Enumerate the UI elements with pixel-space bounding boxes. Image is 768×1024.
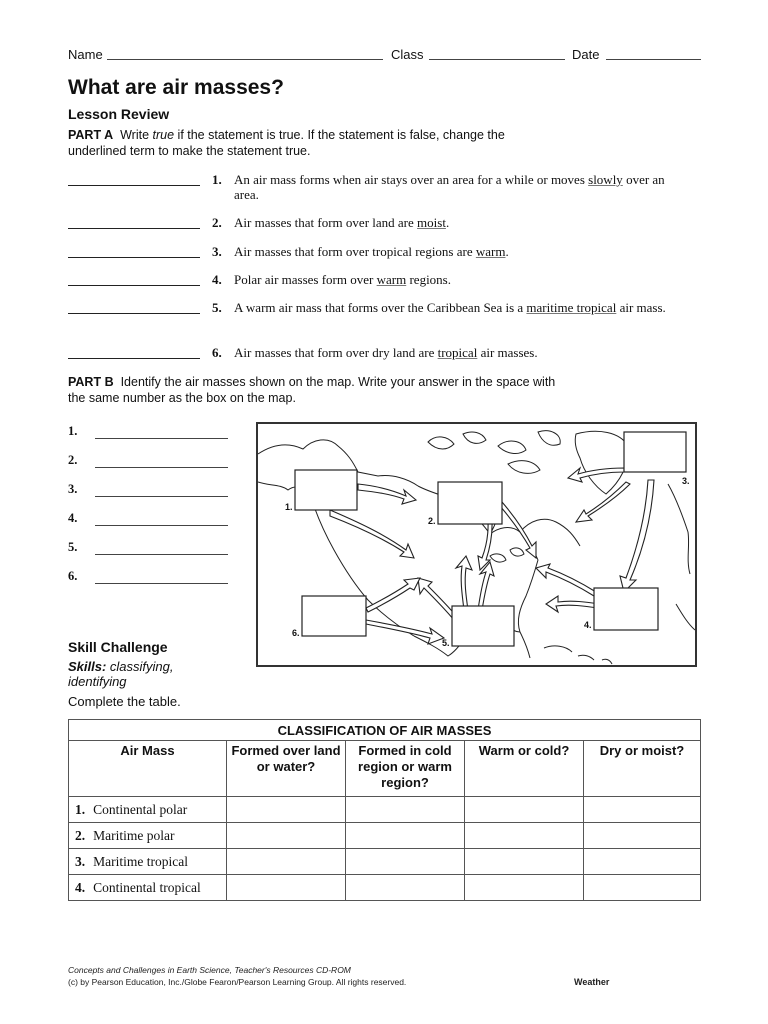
part-b-label: PART B xyxy=(68,375,114,389)
part-b-number: 6. xyxy=(68,569,78,583)
question-text-post: regions. xyxy=(406,272,451,287)
part-a-instr-italic: true xyxy=(152,128,175,142)
skills-text: classifying, identifying xyxy=(68,659,174,689)
part-b-answer-line[interactable] xyxy=(95,525,228,526)
air-mass-name: Maritime polar xyxy=(93,827,175,843)
answer-cell[interactable] xyxy=(465,849,584,875)
question-text-pre: Air masses that form over tropical regions are xyxy=(234,244,476,259)
air-mass-map xyxy=(256,422,697,667)
footer-source: Concepts and Challenges in Earth Science, Teacher's Resources CD-ROM xyxy=(68,965,351,975)
question-text xyxy=(234,300,684,315)
table-row xyxy=(69,823,701,849)
air-mass-name: Maritime tropical xyxy=(93,853,188,869)
map-label-1: 1. xyxy=(285,502,293,512)
part-b-answer-line[interactable] xyxy=(95,554,228,555)
row-number: 2. xyxy=(75,827,86,843)
underlined-term: slowly xyxy=(588,172,623,187)
page-subtitle: Lesson Review xyxy=(68,106,170,122)
page-title: What are air masses? xyxy=(68,76,284,99)
question-text xyxy=(234,215,684,230)
row-number: 4. xyxy=(75,879,86,895)
column-header: Air Mass xyxy=(69,741,227,797)
underlined-term: warm xyxy=(376,272,407,287)
answer-cell[interactable] xyxy=(227,823,346,849)
answer-line[interactable] xyxy=(68,185,200,186)
underlined-term: tropical xyxy=(437,345,478,360)
date-field[interactable] xyxy=(606,59,701,60)
question-text-pre: A warm air mass that forms over the Caribbean Sea is a xyxy=(234,300,527,315)
map-box-2[interactable] xyxy=(438,482,502,524)
question-text-post: over an area. xyxy=(234,172,665,202)
part-a-instr-post: if the statement is true. If the statement is false, change the underlined term to make the statement true. xyxy=(68,128,505,158)
answer-line[interactable] xyxy=(68,228,200,229)
row-number: 1. xyxy=(75,801,86,817)
air-mass-cell xyxy=(69,823,227,849)
answer-cell[interactable] xyxy=(584,849,701,875)
part-b-number: 3. xyxy=(68,482,78,496)
row-number: 3. xyxy=(75,853,86,869)
question-text-pre: An air mass forms when air stays over an area for a while or moves xyxy=(234,172,589,187)
air-mass-cell xyxy=(69,849,227,875)
question-text xyxy=(234,244,684,259)
air-mass-cell xyxy=(69,875,227,901)
part-b-answer-line[interactable] xyxy=(95,496,228,497)
answer-line[interactable] xyxy=(68,358,200,359)
part-a-label: PART A xyxy=(68,128,114,142)
footer-copyright: (c) by Pearson Education, Inc./Globe Fearon/Pearson Learning Group. All rights reserved. xyxy=(68,977,407,987)
underlined-term: moist xyxy=(417,215,446,230)
footer-section: Weather xyxy=(574,977,610,987)
date-label: Date xyxy=(572,47,600,62)
answer-cell[interactable] xyxy=(346,797,465,823)
answer-line[interactable] xyxy=(68,313,200,314)
column-header: Warm or cold? xyxy=(465,741,584,797)
answer-cell[interactable] xyxy=(584,875,701,901)
part-a-instructions xyxy=(68,127,558,159)
class-field[interactable] xyxy=(429,59,565,60)
part-b-instr-text: Identify the air masses shown on the map. Write your answer in the space with the same number as the box on the map. xyxy=(68,375,556,405)
name-field[interactable] xyxy=(107,59,383,60)
map-box-3[interactable] xyxy=(624,432,686,472)
part-b-number: 4. xyxy=(68,511,78,525)
skill-challenge-title: Skill Challenge xyxy=(68,639,168,655)
underlined-term: maritime tropical xyxy=(526,300,617,315)
map-box-6[interactable] xyxy=(302,596,366,636)
column-header: Formed in cold region or warm region? xyxy=(346,741,465,797)
answer-cell[interactable] xyxy=(346,849,465,875)
question-text-pre: Air masses that form over dry land are xyxy=(234,345,438,360)
column-header: Formed over land or water? xyxy=(227,741,346,797)
map-label-5: 5. xyxy=(442,638,450,648)
part-b-answer-line[interactable] xyxy=(95,467,228,468)
table-row xyxy=(69,797,701,823)
answer-cell[interactable] xyxy=(227,797,346,823)
air-mass-cell xyxy=(69,797,227,823)
answer-cell[interactable] xyxy=(346,875,465,901)
question-text xyxy=(234,345,684,360)
classification-table xyxy=(68,719,701,901)
column-header: Dry or moist? xyxy=(584,741,701,797)
class-label: Class xyxy=(391,47,424,62)
table-row xyxy=(69,849,701,875)
answer-cell[interactable] xyxy=(227,875,346,901)
table-body xyxy=(69,797,701,901)
skills-label: Skills: xyxy=(68,659,107,674)
air-mass-name: Continental polar xyxy=(93,801,188,817)
map-label-3: 3. xyxy=(682,476,690,486)
answer-cell[interactable] xyxy=(465,875,584,901)
answer-line[interactable] xyxy=(68,285,200,286)
air-mass-name: Continental tropical xyxy=(93,879,201,895)
part-b-number: 1. xyxy=(68,424,78,438)
part-b-number: 2. xyxy=(68,453,78,467)
question-text-post: . xyxy=(445,215,450,230)
map-svg xyxy=(258,424,695,665)
question-number: 4. xyxy=(212,272,222,287)
answer-cell[interactable] xyxy=(465,823,584,849)
answer-cell[interactable] xyxy=(584,823,701,849)
skills-list xyxy=(68,659,198,689)
part-b-answer-line[interactable] xyxy=(95,438,228,439)
map-box-5[interactable] xyxy=(452,606,514,646)
answer-line[interactable] xyxy=(68,257,200,258)
part-a-instr-pre: Write xyxy=(120,128,153,142)
map-box-4[interactable] xyxy=(594,588,658,630)
question-number: 6. xyxy=(212,345,222,360)
part-b-answer-line[interactable] xyxy=(95,583,228,584)
question-text-pre: Air masses that form over land are xyxy=(234,215,418,230)
table-row xyxy=(69,875,701,901)
question-number: 2. xyxy=(212,215,222,230)
question-text-pre: Polar air masses form over xyxy=(234,272,377,287)
table-caption: CLASSIFICATION OF AIR MASSES xyxy=(69,720,701,741)
part-b-instructions xyxy=(68,374,558,406)
question-text-post: air mass. xyxy=(616,300,666,315)
map-box-1[interactable] xyxy=(295,470,357,510)
answer-cell[interactable] xyxy=(227,849,346,875)
question-number: 1. xyxy=(212,172,222,187)
answer-cell[interactable] xyxy=(584,797,701,823)
map-label-4: 4. xyxy=(584,620,592,630)
question-text-post: . xyxy=(505,244,509,259)
question-text xyxy=(234,172,684,202)
question-number: 3. xyxy=(212,244,222,259)
map-label-2: 2. xyxy=(428,516,436,526)
complete-table-instruction: Complete the table. xyxy=(68,694,181,709)
question-text-post: air masses. xyxy=(477,345,538,360)
underlined-term: warm xyxy=(475,244,506,259)
question-number: 5. xyxy=(212,300,222,315)
name-label: Name xyxy=(68,47,103,62)
question-text xyxy=(234,272,684,287)
answer-cell[interactable] xyxy=(346,823,465,849)
answer-cell[interactable] xyxy=(465,797,584,823)
part-b-number: 5. xyxy=(68,540,78,554)
map-label-6: 6. xyxy=(292,628,300,638)
